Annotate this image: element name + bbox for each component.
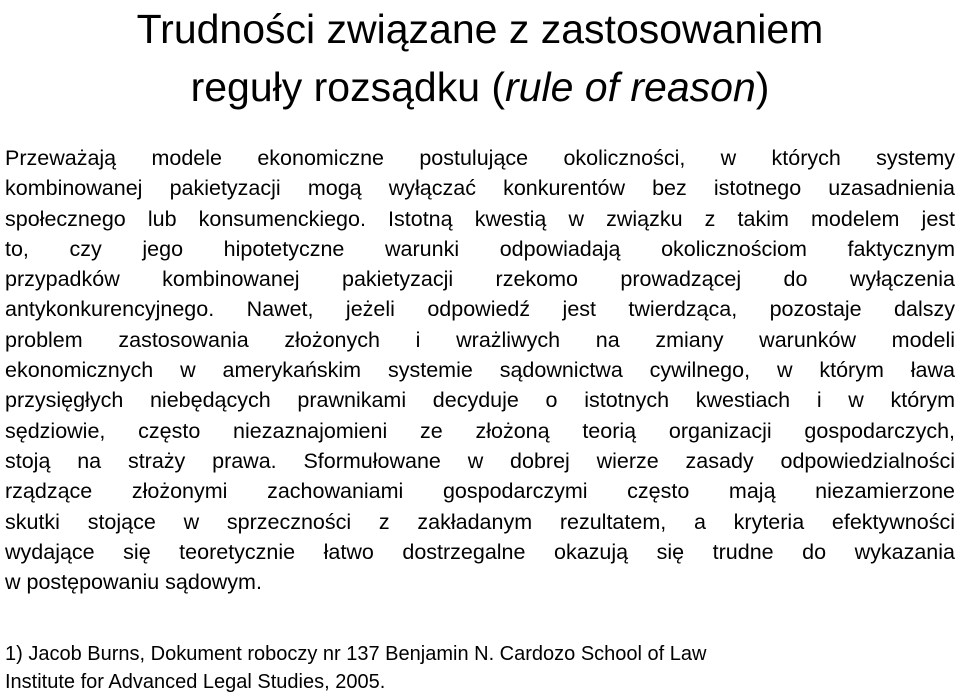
body-line: sędziowie, często niezaznajomieni ze złożoną teorią organizacji gospodarczych, — [5, 418, 955, 443]
body-line: przypadków kombinowanej pakietyzacji rzekomo prowadzącej do wyłączenia — [5, 267, 955, 292]
body-line: przysięgłych niebędących prawnikami decyduje o istotnych kwestiach i w którym — [5, 388, 955, 413]
body-line: stoją na straży prawa. Sformułowane w dobrej wierze zasady odpowiedzialności — [5, 448, 955, 473]
slide-title — [0, 0, 960, 116]
title-line-1: Trudności związane z zastosowaniem — [136, 6, 824, 52]
body-line: rządzące złożonymi zachowaniami gospodarczymi często mają niezamierzone — [5, 479, 955, 504]
body-line: społecznego lub konsumenckiego. Istotną kwestią w związku z takim modelem jest — [5, 206, 955, 231]
body-line: wydające się teoretycznie łatwo dostrzegalne okazują się trudne do wykazania — [5, 539, 955, 564]
body-paragraph — [5, 143, 955, 597]
body-line: skutki stojące w sprzeczności z zakładanym rezultatem, a kryteria efektywności — [5, 509, 955, 534]
title-line-2-suffix: ) — [755, 64, 770, 110]
body-line: to, czy jego hipotetyczne warunki odpowiadają okolicznościom faktycznym — [5, 236, 955, 261]
body-line: ekonomicznych w amerykańskim systemie sądownictwa cywilnego, w którym ława — [5, 358, 955, 383]
footnote — [5, 640, 955, 696]
footnote-line-1: 1) Jacob Burns, Dokument roboczy nr 137 Benjamin N. Cardozo School of Law — [5, 643, 707, 665]
body-line: kombinowanej pakietyzacji mogą wyłączać konkurentów bez istotnego uzasadnienia — [5, 176, 955, 201]
body-line: antykonkurencyjnego. Nawet, jeżeli odpowiedź jest twierdząca, pozostaje dalszy — [5, 297, 955, 322]
body-line: w postępowaniu sądowym. — [5, 570, 262, 595]
body-line: problem zastosowania złożonych i wrażliwych na zmiany warunków modeli — [5, 327, 955, 352]
title-line-2-italic: rule of reason — [505, 64, 756, 110]
footnote-line-2: Institute for Advanced Legal Studies, 2005. — [5, 671, 386, 693]
body-line: Przeważają modele ekonomiczne postulujące okoliczności, w których systemy — [5, 146, 955, 170]
title-line-2-prefix: reguły rozsądku ( — [190, 64, 506, 110]
title-line-2 — [191, 64, 770, 110]
